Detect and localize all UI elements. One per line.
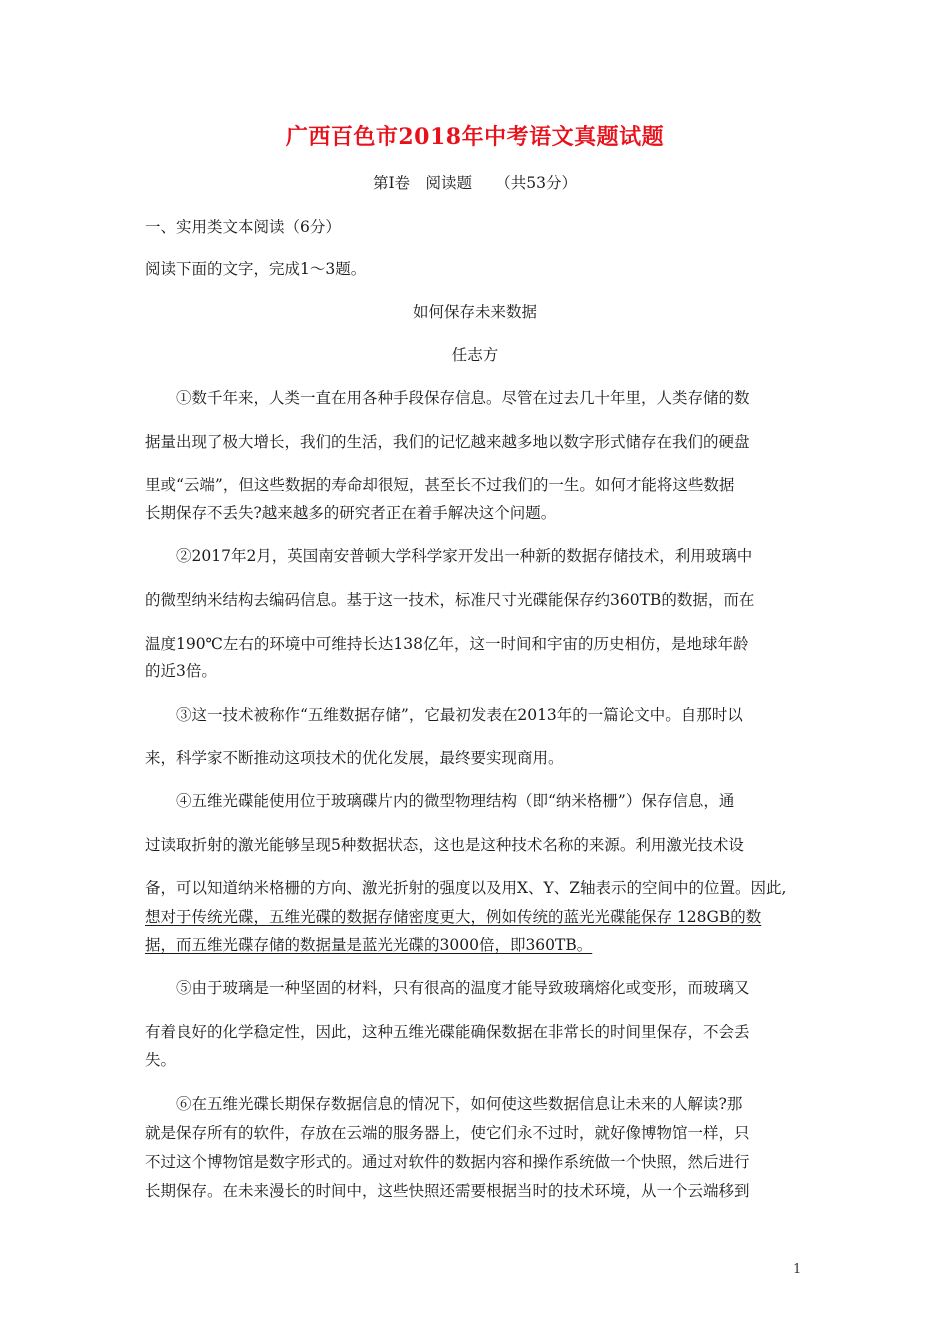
paragraph-line: 就是保存所有的软件，存放在云端的服务器上，使它们永不过时，就好像博物馆一样，只 [145, 1124, 750, 1142]
paragraph-line: 的微型纳米结构去编码信息。基于这一技术，标准尺寸光碟能保存约360TB的数据，而在 [145, 591, 755, 609]
paragraph-line: 长期保存不丢失?越来越多的研究者正在着手解决这个问题。 [145, 504, 557, 522]
page-number: 1 [793, 1262, 802, 1277]
paragraph-line: 的近3倍。 [145, 662, 217, 680]
paragraph-line: 备，可以知道纳米格栅的方向、激光折射的强度以及用X、Y、Z轴表示的空间中的位置。因此, [145, 879, 787, 897]
paragraph-line: 长期保存。在未来漫长的时间中，这些快照还需要根据当时的技术环境，从一个云端移到 [145, 1182, 750, 1200]
paragraph-line: 有着良好的化学稳定性，因此，这种五维光碟能确保数据在非常长的时间里保存，不会丢 [145, 1023, 750, 1041]
part-heading: 一、实用类文本阅读（6分） [145, 218, 341, 236]
paragraph-line: ⑥在五维光碟长期保存数据信息的情况下，如何使这些数据信息让未来的人解读?那 [176, 1095, 743, 1113]
paragraph-line: 据量出现了极大增长，我们的生活，我们的记忆越来越多地以数字形式储存在我们的硬盘 [145, 433, 750, 451]
paragraph-line: ③这一技术被称作“五维数据存储”，它最初发表在2013年的一篇论文中。自那时以 [176, 706, 743, 724]
paragraph-line: ④五维光碟能使用位于玻璃碟片内的微型物理结构（即“纳米格栅”）保存信息，通 [176, 792, 735, 810]
document-title: 广西百色市2018年中考语文真题试题 [285, 124, 665, 150]
section-header: 第Ⅰ卷 阅读题 （共53分） [372, 174, 578, 192]
paragraph-line: ①数千年来，人类一直在用各种手段保存信息。尽管在过去几十年里，人类存储的数 [176, 389, 750, 407]
underlined-line: 据，而五维光碟存储的数据量是蓝光光碟的3000倍，即360TB。 [145, 936, 593, 954]
paragraph-line: ⑤由于玻璃是一种坚固的材料，只有很高的温度才能导致玻璃熔化或变形，而玻璃又 [176, 979, 750, 997]
instruction-text: 阅读下面的文字，完成1～3题。 [145, 260, 367, 278]
paragraph-line: 过读取折射的激光能够呈现5种数据状态，这也是这种技术名称的来源。利用激光技术设 [145, 836, 744, 854]
paragraph-line: 来，科学家不断推动这项技术的优化发展，最终要实现商用。 [145, 749, 564, 767]
paragraph-line: 温度190℃左右的环境中可维持长达138亿年，这一时间和宇宙的历史相仿，是地球年龄 [145, 635, 749, 653]
article-author: 任志方 [451, 346, 499, 364]
underlined-line: 想对于传统光碟，五维光碟的数据存储密度更大，例如传统的蓝光光碟能保存 128GB的数 [145, 908, 762, 926]
paragraph-line: 失。 [145, 1051, 177, 1069]
article-title: 如何保存未来数据 [412, 303, 537, 321]
paragraph-line: ②2017年2月，英国南安普顿大学科学家开发出一种新的数据存储技术，利用玻璃中 [176, 547, 753, 565]
paragraph-line: 里或“云端”，但这些数据的寿命却很短，甚至长不过我们的一生。如何才能将这些数据 [145, 476, 735, 494]
paragraph-line: 不过这个博物馆是数字形式的。通过对软件的数据内容和操作系统做一个快照，然后进行 [145, 1153, 750, 1171]
